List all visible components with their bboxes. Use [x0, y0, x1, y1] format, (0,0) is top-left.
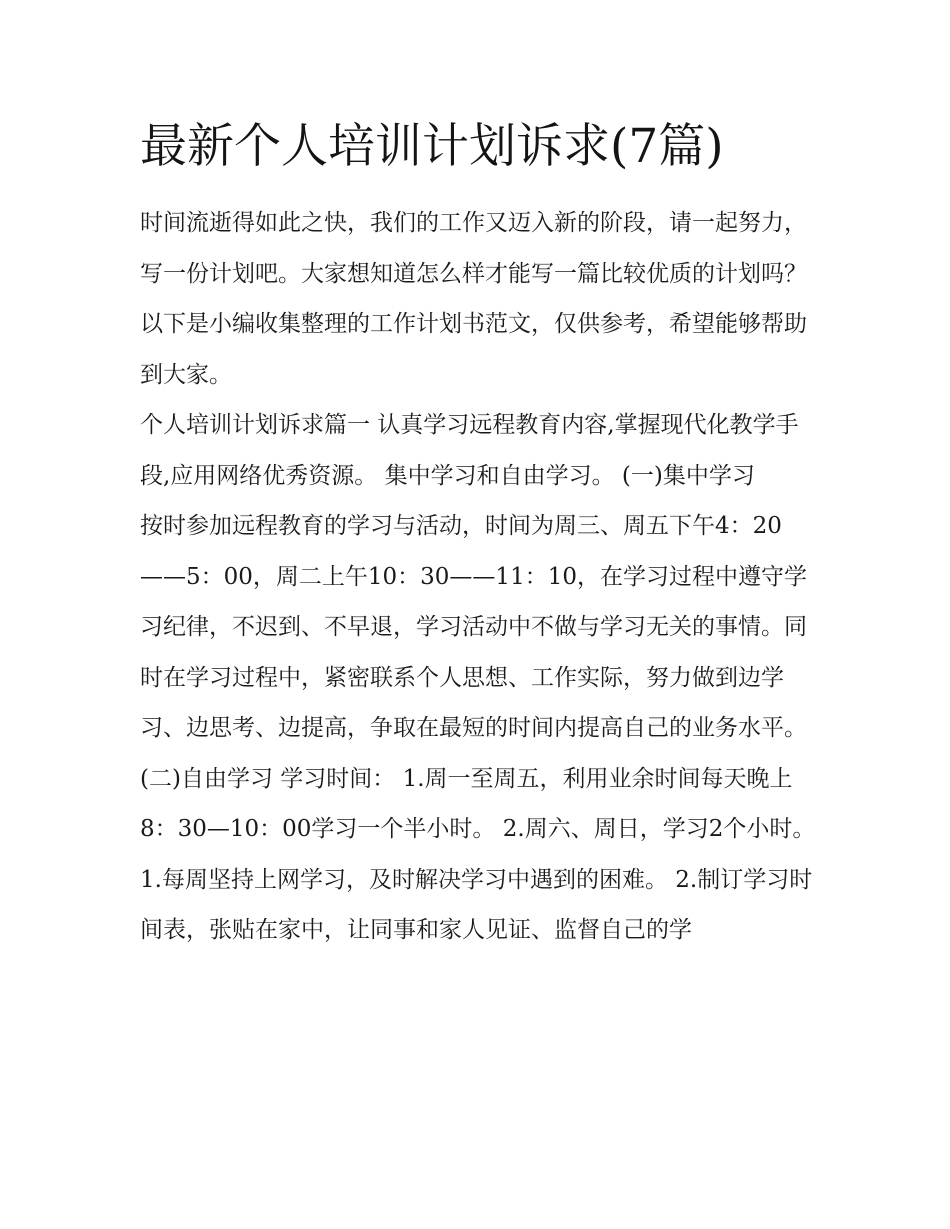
paragraph-intro: 时间流逝得如此之快，我们的工作又迈入新的阶段，请一起努力，写一份计划吧。大家想知道怎么样才能写一篇比较优质的计划吗？以下是小编收集整理的工作计划书范文，仅供参考，希望能够帮助到大家。 — [140, 210, 807, 388]
paragraph-plan-one: 个人培训计划诉求篇一 认真学习远程教育内容,掌握现代化教学手段,应用网络优秀资源。 集中学习和自由学习。 (一)集中学习 — [140, 412, 799, 489]
document-body — [140, 198, 816, 956]
paragraph-study-measures: 1.每周坚持上网学习，及时解决学习中遇到的困难。 2.制订学习时间表，张贴在家中，让同事和家人见证、监督自己的学 — [140, 866, 813, 943]
paragraph-self-study: (二)自由学习 学习时间： 1.周一至周五，利用业余时间每天晚上8：30—10：00学习一个半小时。 2.周六、周日，学习2个小时。 — [140, 765, 816, 842]
paragraph-group-study: 按时参加远程教育的学习与活动，时间为周三、周五下午4：20——5：00，周二上午10：30——11：10，在学习过程中遵守学习纪律，不迟到、不早退，学习活动中不做与学习无关的事情。同时在学习过程中，紧密联系个人思想、工作实际，努力做到边学习、边思考、边提高，争取在最短的时间内提高自己的业务水平。 — [140, 513, 807, 741]
document-title: 最新个人培训计划诉求(7篇) — [140, 119, 724, 174]
